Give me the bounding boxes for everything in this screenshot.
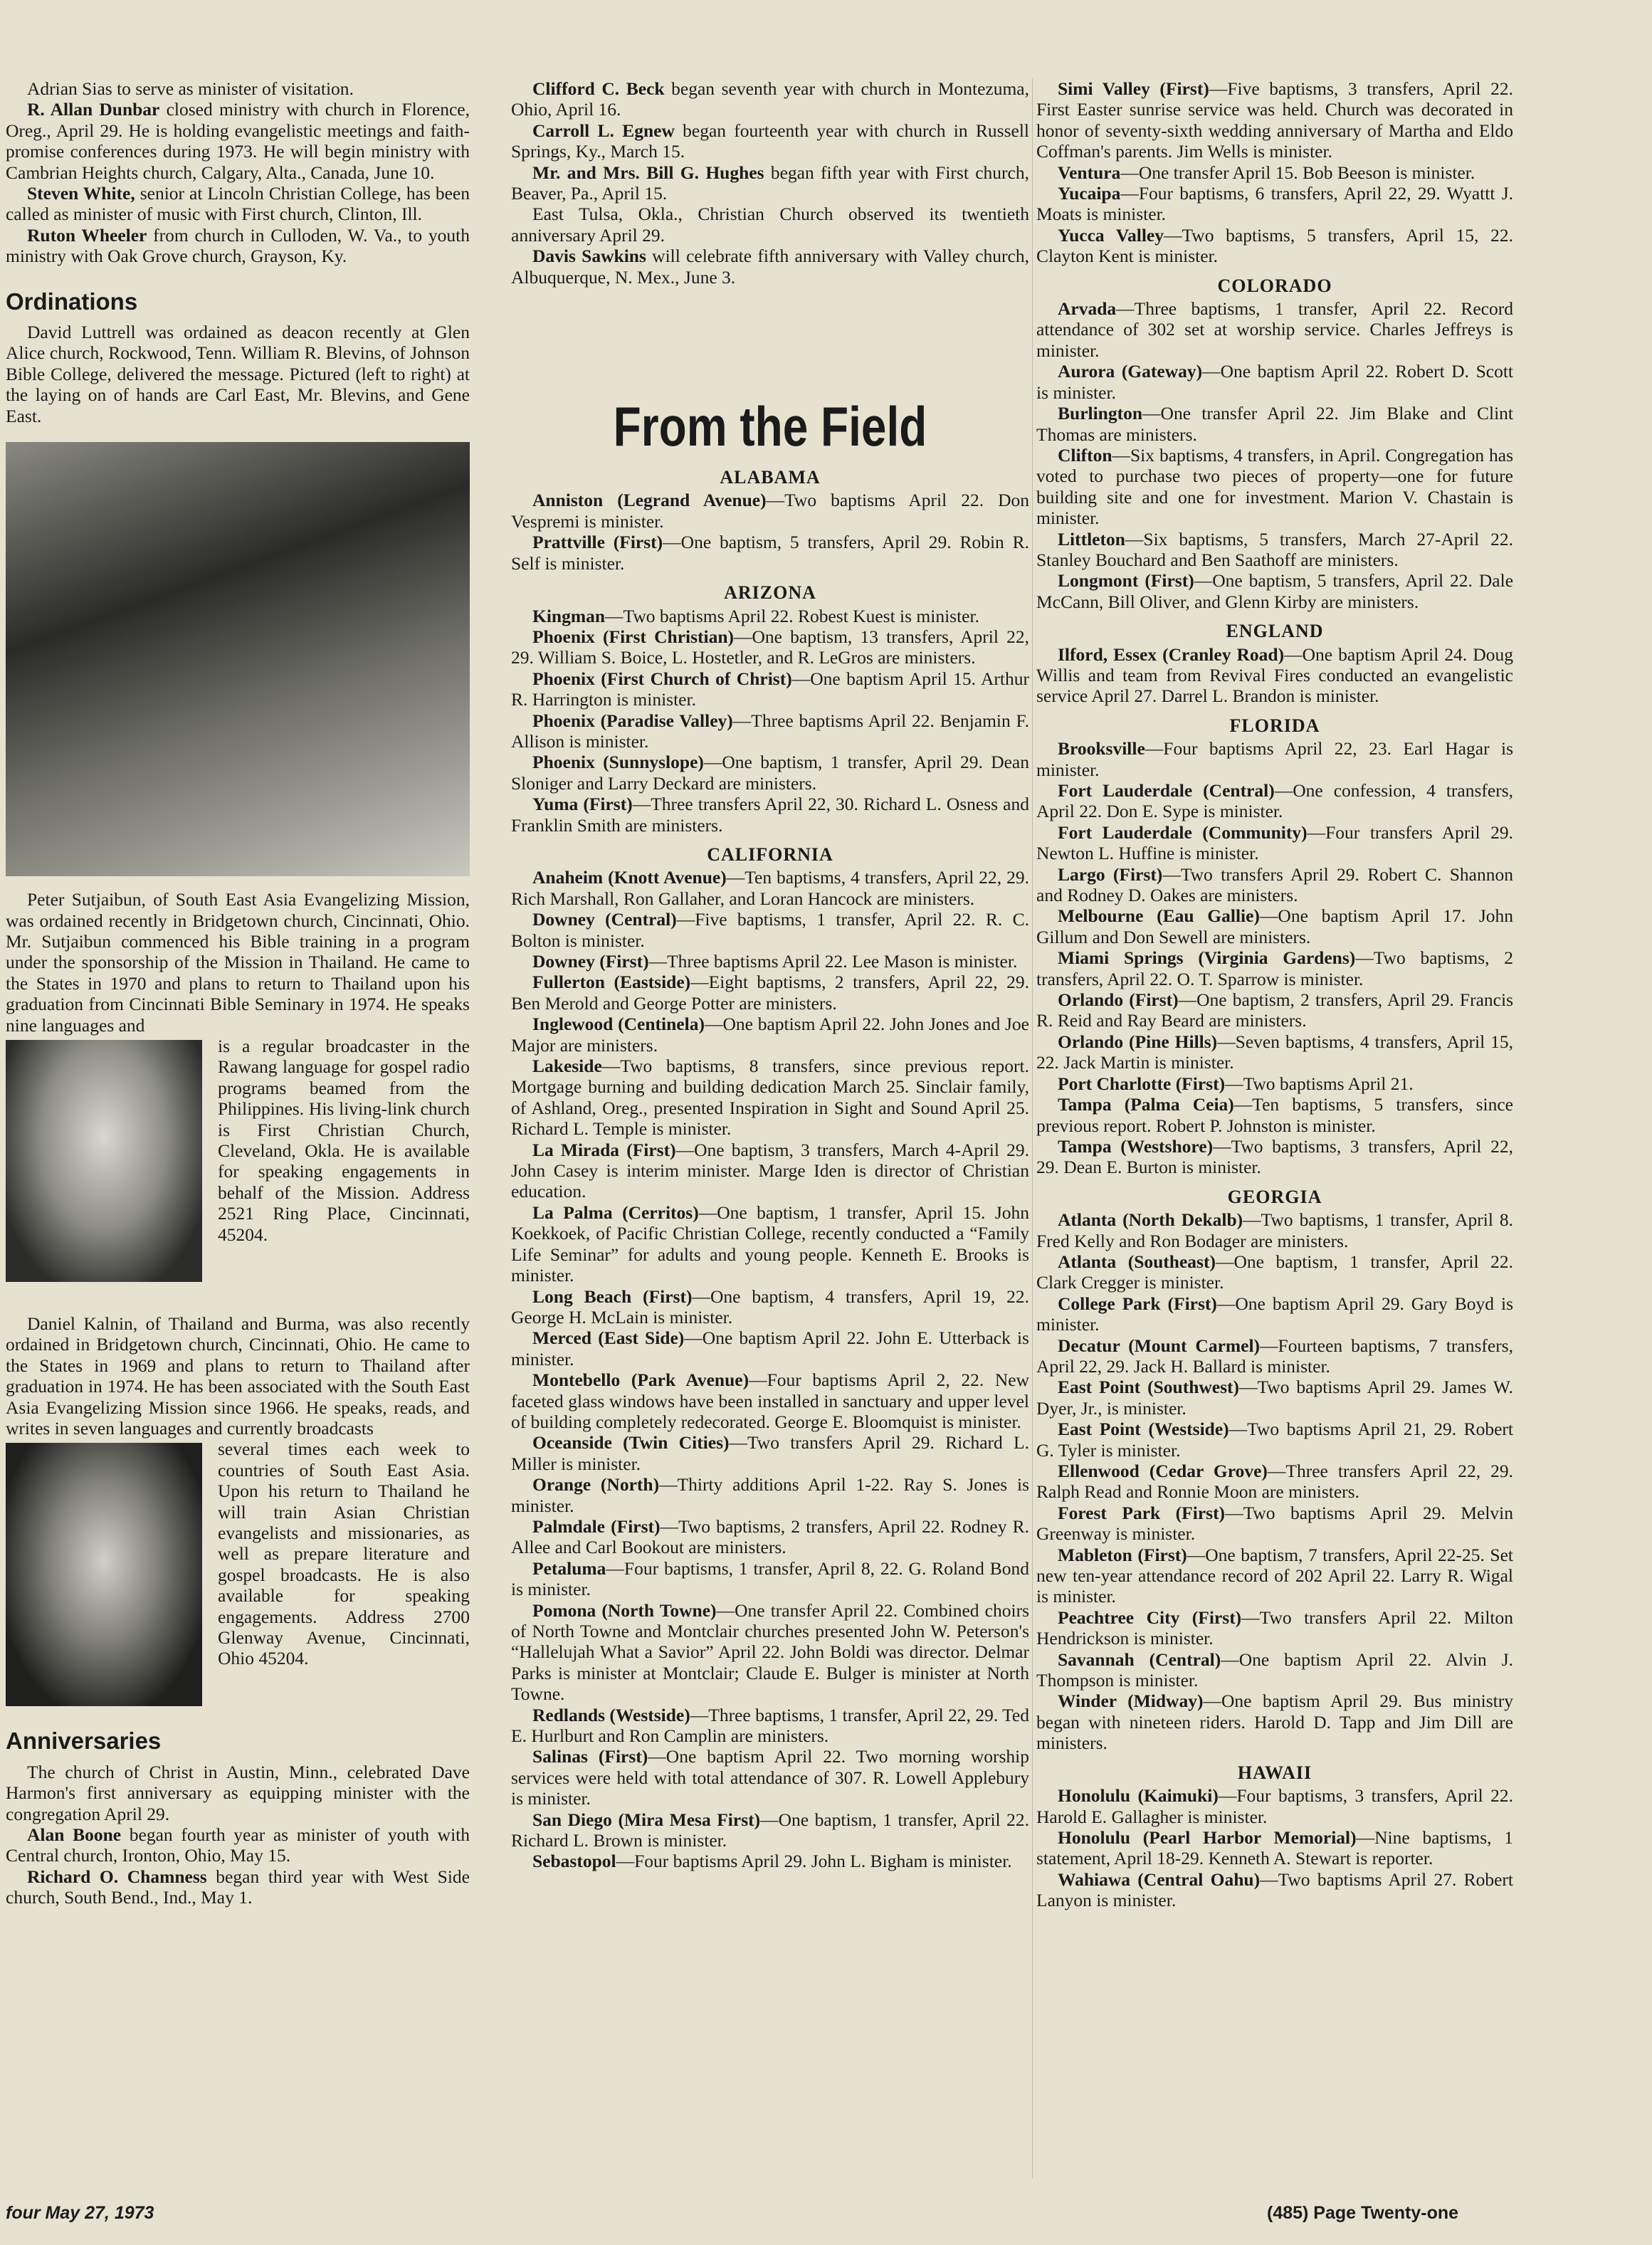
item-text: —Two baptisms, 5 transfers, April 15, 22. Clayton Kent is minister. <box>1036 224 1513 267</box>
item-name: Merced (East Side) <box>532 1327 685 1349</box>
item-text: —Ten baptisms, 5 transfers, since previous report. Robert P. Johnston is minister. <box>1036 1094 1513 1136</box>
item-name: Phoenix (First Christian) <box>532 626 735 647</box>
item-text: —Two baptisms, 2 transfers, April 22. O. T. Sparrow is minister. <box>1036 947 1513 989</box>
report-item <box>511 120 1029 162</box>
report-item <box>1036 225 1513 267</box>
report-item <box>1036 361 1513 403</box>
item-text: —Two baptisms April 22. Don Vespremi is minister. <box>511 490 1030 532</box>
item-text: —One transfer April 22. Combined choirs of North Towne and Montclair churches presented John W. Peterson's “Hallelujah What a Savior” April 22. John Boldi was director. Delmar Parks is minister at Montclair; Claude E. Bulger is minister at North Towne. <box>511 1599 1029 1705</box>
item-text: —One baptism, 5 transfers, April 22. Dale McCann, Bill Oliver, and Glenn Kirby are ministers. <box>1036 570 1514 612</box>
item-name: San Diego (Mira Mesa First) <box>532 1809 761 1830</box>
item-name: Mr. and Mrs. Bill G. Hughes <box>532 162 764 183</box>
report-item <box>511 1851 1029 1871</box>
report-item <box>1036 403 1513 445</box>
report-item <box>6 1866 470 1908</box>
peter-portrait-photo <box>6 1040 202 1282</box>
item-name: Anniston (Legrand Avenue) <box>532 490 767 511</box>
report-item <box>1036 1545 1513 1607</box>
item-name: Orange (North) <box>532 1474 660 1495</box>
item-text: —One baptism April 22. Two morning worship services were held with total attendance of 307. R. Lowell Applebury is minister. <box>511 1746 1029 1809</box>
item-text: —Ten baptisms, 4 transfers, April 22, 29. Rich Marshall, Ron Gallaher, and Loran Hancock are ministers. <box>511 867 1029 909</box>
item-text: —One baptism, 3 transfers, March 4-April 29. John Casey is interim minister. Marge Iden is director of Christian education. <box>511 1139 1029 1202</box>
state-heading: COLORADO <box>1217 275 1332 296</box>
state-heading: ARIZONA <box>724 582 816 604</box>
footer-date: four May 27, 1973 <box>6 2203 154 2223</box>
item-text: —Two baptisms, 1 transfer, April 8. Fred Kelly and Ron Bodager are ministers. <box>1036 1209 1513 1251</box>
report-item <box>511 909 1029 951</box>
item-name: Carroll L. Egnew <box>532 120 675 141</box>
state-heading: HAWAII <box>1237 1762 1312 1783</box>
state-heading: FLORIDA <box>1229 715 1320 736</box>
report-item <box>511 972 1029 1014</box>
item-text: —Three baptisms April 22. Lee Mason is minister. <box>648 951 1018 972</box>
item-text: —One baptism April 17. John Gillum and Don Sewell are ministers. <box>1036 905 1513 947</box>
report-item <box>1036 1503 1513 1545</box>
report-item <box>1036 1094 1513 1136</box>
item-text: —Four baptisms, 1 transfer, April 8, 22. G. Roland Bond is minister. <box>511 1557 1029 1600</box>
item-text: —Two baptisms, 3 transfers, April 22, 29. Dean E. Burton is minister. <box>1036 1135 1513 1178</box>
item-name: Salinas (First) <box>532 1746 648 1767</box>
item-text: —One confession, 4 transfers, April 22. Don E. Sype is minister. <box>1036 780 1513 822</box>
item-name: Phoenix (First Church of Christ) <box>532 668 792 689</box>
item-text: —Two baptisms April 27. Robert Lanyon is minister. <box>1036 1868 1513 1911</box>
report-item <box>1036 1419 1513 1461</box>
ordinations-heading: Ordinations <box>6 288 138 315</box>
item-name: Wahiawa (Central Oahu) <box>1058 1868 1261 1890</box>
report-item <box>6 1762 470 1824</box>
state-heading: ALABAMA <box>720 467 821 488</box>
item-text: began fourth year as minister of youth with Central church, Ironton, Ohio, May 15. <box>6 1824 470 1866</box>
report-item <box>511 162 1029 204</box>
item-name: College Park (First) <box>1058 1293 1217 1314</box>
report-item <box>1036 864 1513 906</box>
item-text: —Four baptisms April 29. John L. Bigham is minister. <box>616 1851 1012 1872</box>
report-item <box>1036 1031 1513 1073</box>
item-text: began fifth year with First church, Beaver, Pa., April 15. <box>511 162 1029 204</box>
report-item <box>511 794 1029 836</box>
report-item <box>1036 1827 1513 1869</box>
report-item <box>6 183 470 225</box>
item-name: Inglewood (Centinela) <box>532 1014 705 1035</box>
item-text: —Six baptisms, 5 transfers, March 27-April 22. Stanley Bouchard and Ben Saathoff are ministers. <box>1036 528 1513 570</box>
item-text: —One baptism, 5 transfers, April 29. Robin R. Self is minister. <box>511 532 1029 574</box>
item-name: Richard O. Chamness <box>27 1866 207 1887</box>
item-text: —Eight baptisms, 2 transfers, April 22, 29. Ben Merold and George Potter are ministers. <box>511 972 1029 1014</box>
field-reports-right <box>1036 78 1513 1911</box>
item-text: East Tulsa, Okla., Christian Church observed its twentieth anniversary April 29. <box>511 204 1029 246</box>
report-item <box>511 204 1029 246</box>
report-item <box>511 867 1029 909</box>
item-name: Fort Lauderdale (Central) <box>1058 780 1275 801</box>
report-item <box>511 1809 1029 1851</box>
item-text: —Four baptisms April 22, 23. Earl Hagar is minister. <box>1036 738 1513 780</box>
item-text: —One baptism April 29. Gary Boyd is minister. <box>1036 1293 1513 1335</box>
item-text: senior at Lincoln Christian College, has been called as minister of music with First church, Clinton, Ill. <box>6 183 470 225</box>
item-name: Lakeside <box>532 1056 602 1077</box>
report-item <box>511 1327 1029 1369</box>
item-text: —One baptism, 1 transfer, April 22. Clark Cregger is minister. <box>1036 1251 1514 1293</box>
item-text: —One baptism, 1 transfer, April 29. Dean Sloniger and Larry Deckard are ministers. <box>511 752 1029 794</box>
peter-paragraph-wrap: is a regular broadcaster in the Rawang language for gospel radio programs beamed from the Philippines. His living-link church is First Christian Church, Cleveland, Okla. He is available for speaking engagements in behalf of the Mission. Address 2521 Ring Place, Cincinnati, 45204. <box>218 1035 470 1245</box>
right-column <box>1036 78 1513 1911</box>
anniversaries-list <box>6 1762 470 1908</box>
daniel-paragraph-lead: Daniel Kalnin, of Thailand and Burma, was also recently ordained in Bridgetown church, Cincinnati, Ohio. He came to the States in 1969 and plans to return to Thailand after graduation in 1974. He has been associated with the South East Asia Evangelizing Mission since 1966. He speaks, reads, and writes in seven languages and currently broadcasts <box>6 1313 470 1439</box>
report-item <box>511 1474 1029 1516</box>
item-text: began third year with West Side church, South Bend., Ind., May 1. <box>6 1866 470 1908</box>
report-item <box>1036 1785 1513 1827</box>
item-name: Fort Lauderdale (Community) <box>1058 821 1308 843</box>
item-text: closed ministry with church in Florence, Oreg., April 29. He is holding evangelistic meetings and faith-promise conferences during 1973. He will begin ministry with Cambrian Heights church, Calgary, Alta., Canada, June 10. <box>6 99 470 183</box>
ordination-photo <box>6 442 470 876</box>
field-reports-middle <box>511 467 1029 1872</box>
report-item <box>511 710 1029 752</box>
item-text: —Four baptisms, 6 transfers, April 22, 29. Wyattt J. Moats is minister. <box>1036 183 1513 225</box>
report-item <box>511 78 1029 120</box>
item-text: —One baptism, 4 transfers, April 19, 22. George H. McLain is minister. <box>511 1286 1029 1327</box>
anniversaries-heading: Anniversaries <box>6 1728 162 1755</box>
item-name: Pomona (North Towne) <box>532 1599 717 1621</box>
report-item <box>511 1202 1029 1286</box>
report-item <box>1036 1073 1513 1094</box>
item-text: —One baptism April 22. Robert D. Scott is minister. <box>1036 361 1513 403</box>
report-item <box>6 1824 470 1866</box>
report-item <box>1036 1377 1513 1419</box>
item-text: —Seven baptisms, 4 transfers, April 15, 22. Jack Martin is minister. <box>1036 1031 1514 1073</box>
item-name: Prattville (First) <box>532 532 663 553</box>
item-name: Largo (First) <box>1058 863 1163 885</box>
report-item <box>1036 529 1513 571</box>
report-item <box>1036 570 1513 612</box>
report-item <box>1036 905 1513 947</box>
item-text: Adrian Sias to serve as minister of visitation. <box>27 78 354 99</box>
report-item <box>1036 183 1513 225</box>
item-name: Winder (Midway) <box>1058 1691 1204 1712</box>
item-text: —Two baptisms April 21. <box>1225 1073 1414 1094</box>
report-item <box>511 668 1029 710</box>
item-name: Peachtree City (First) <box>1058 1607 1242 1628</box>
item-text: —Three transfers April 22, 29. Ralph Read and Ronnie Moon are ministers. <box>1036 1461 1513 1503</box>
report-item <box>1036 1251 1513 1293</box>
item-name: R. Allan Dunbar <box>27 99 160 120</box>
item-name: Davis Sawkins <box>532 246 646 267</box>
item-name: Aurora (Gateway) <box>1058 361 1203 382</box>
item-name: Palmdale (First) <box>532 1515 661 1537</box>
report-item <box>1036 947 1513 989</box>
item-text: —One transfer April 22. Jim Blake and Clint Thomas are ministers. <box>1036 403 1513 445</box>
daniel-portrait-photo <box>6 1443 202 1706</box>
item-text: —One baptism April 22. John Jones and Joe Major are ministers. <box>511 1014 1029 1056</box>
item-text: —One baptism, 2 transfers, April 29. Francis R. Reid and Ray Beard are ministers. <box>1036 989 1513 1031</box>
item-name: Simi Valley (First) <box>1058 78 1209 99</box>
item-text: —Five baptisms, 1 transfer, April 22. R. C. Bolton is minister. <box>511 909 1029 951</box>
report-item <box>511 1140 1029 1202</box>
report-item <box>1036 1461 1513 1503</box>
report-item <box>1036 780 1513 822</box>
item-text: —Four baptisms, 3 transfers, April 22. Harold E. Gallagher is minister. <box>1036 1785 1513 1827</box>
item-text: —One baptism April 22. John E. Utterback is minister. <box>511 1327 1029 1369</box>
report-item <box>1036 1136 1513 1178</box>
report-item <box>6 225 470 267</box>
item-text: —Four transfers April 29. Newton L. Huffine is minister. <box>1036 821 1513 864</box>
item-name: Burlington <box>1058 403 1143 424</box>
item-name: Longmont (First) <box>1058 570 1194 592</box>
anniversary-notes <box>511 78 1029 288</box>
item-name: Redlands (Westside) <box>532 1704 690 1725</box>
state-heading: CALIFORNIA <box>707 843 833 865</box>
personnel-notes <box>6 78 470 267</box>
report-item <box>511 626 1029 668</box>
state-heading: GEORGIA <box>1227 1186 1322 1207</box>
report-item <box>1036 822 1513 864</box>
item-name: Honolulu (Kaimuki) <box>1058 1785 1219 1807</box>
item-name: Orlando (Pine Hills) <box>1058 1031 1218 1052</box>
item-name: La Palma (Cerritos) <box>532 1202 699 1223</box>
item-text: will celebrate fifth anniversary with Valley church, Albuquerque, N. Mex., June 3. <box>511 246 1029 288</box>
item-text: —Two transfers April 29. Richard L. Miller is minister. <box>511 1432 1029 1474</box>
item-name: Brooksville <box>1058 738 1145 759</box>
item-text: —Three baptisms, 1 transfer, April 22. Record attendance of 302 set at worship service. Charles Jeffreys is minister. <box>1036 298 1513 361</box>
item-name: Ellenwood (Cedar Grove) <box>1058 1461 1268 1481</box>
footer-page-number: (485) Page Twenty-one <box>1267 2203 1459 2223</box>
item-name: Savannah (Central) <box>1058 1649 1221 1670</box>
item-name: Yucca Valley <box>1058 224 1164 246</box>
item-name: Clifton <box>1058 444 1112 466</box>
item-text: —Two transfers April 29. Robert C. Shannon and Rodney D. Oakes are ministers. <box>1036 863 1513 906</box>
report-item <box>1036 644 1513 707</box>
report-item <box>511 1056 1029 1140</box>
report-item <box>511 1286 1029 1328</box>
item-name: Yuma (First) <box>532 794 633 815</box>
left-column <box>6 78 470 1908</box>
item-name: Kingman <box>532 605 606 626</box>
item-text: —Three baptisms April 22. Benjamin F. Allison is minister. <box>511 710 1029 752</box>
daniel-paragraph-wrap: several times each week to countries of South East Asia. Upon his return to Thailand he will train Asian Christian evangelists and missionaries, as well as prepare literature and gospel broadcasts. He is also available for speaking engagements. Address 2700 Glenway Avenue, Cincinnati, Ohio 45204. <box>218 1439 470 1669</box>
item-text: —One baptism April 15. Arthur R. Harrington is minister. <box>511 668 1029 710</box>
item-text: —One baptism, 13 transfers, April 22, 29. William S. Boice, L. Hostetler, and R. LeGros are ministers. <box>511 626 1029 668</box>
report-item <box>6 78 470 99</box>
ordination-paragraph: David Luttrell was ordained as deacon recently at Glen Alice church, Rockwood, Tenn. William R. Blevins, of Johnson Bible College, delivered the message. Pictured (left to right) at the laying on of hands are Carl East, Mr. Blevins, and Gene East. <box>6 322 470 426</box>
report-item <box>511 1705 1029 1747</box>
item-name: Honolulu (Pearl Harbor Memorial) <box>1058 1826 1357 1848</box>
middle-column <box>511 78 1029 1872</box>
report-item <box>1036 298 1513 361</box>
item-name: Atlanta (Southeast) <box>1058 1251 1216 1272</box>
item-name: Clifford C. Beck <box>532 78 665 99</box>
item-text: —Four baptisms April 2, 22. New faceted glass windows have been installed in sanctuary and upper level of building completely redecorated. George E. Bloomquist is minister. <box>511 1369 1030 1432</box>
report-item <box>511 1369 1029 1432</box>
item-name: La Mirada (First) <box>532 1139 676 1160</box>
item-name: Oceanside (Twin Cities) <box>532 1432 730 1453</box>
item-text: The church of Christ in Austin, Minn., celebrated Dave Harmon's first anniversary as equipping minister with the congregation April 29. <box>6 1761 470 1824</box>
item-name: Alan Boone <box>27 1824 122 1845</box>
report-item <box>1036 1869 1513 1911</box>
item-name: East Point (Westside) <box>1058 1419 1229 1440</box>
item-name: Ruton Wheeler <box>27 224 147 246</box>
item-name: Tampa (Palma Ceia) <box>1058 1094 1234 1115</box>
item-text: —Two baptisms April 22. Robest Kuest is minister. <box>605 605 979 626</box>
item-text: —One baptism, 1 transfer, April 22. Richard L. Brown is minister. <box>511 1809 1029 1851</box>
item-text: —Three baptisms, 1 transfer, April 22, 29. Ted E. Hurlburt and Ron Camplin are ministers. <box>511 1704 1030 1747</box>
item-name: Yucaipa <box>1058 183 1121 204</box>
item-text: —Two baptisms April 29. Melvin Greenway is minister. <box>1036 1502 1514 1545</box>
item-text: began fourteenth year with church in Russell Springs, Ky., March 15. <box>511 120 1029 162</box>
item-text: from church in Culloden, W. Va., to youth ministry with Oak Grove church, Grayson, Ky. <box>6 224 470 267</box>
state-heading: ENGLAND <box>1226 621 1324 642</box>
item-name: Long Beach (First) <box>532 1286 693 1307</box>
report-item <box>1036 1209 1513 1251</box>
item-name: Orlando (First) <box>1058 989 1179 1011</box>
item-name: Port Charlotte (First) <box>1058 1073 1226 1094</box>
item-text: —One baptism, 7 transfers, April 22-25. Set new ten-year attendance record of 202 April 22. Larry R. Wigal is minister. <box>1036 1544 1513 1607</box>
item-name: Atlanta (North Dekalb) <box>1058 1209 1243 1231</box>
column-rule <box>1032 78 1033 2178</box>
item-name: Fullerton (Eastside) <box>532 972 691 993</box>
item-text: —One baptism, 1 transfer, April 15. John Koekkoek, of Pacific Christian College, recently conducted a “Family Life Seminar” for adults and young people. Kenneth E. Brooks is minister. <box>511 1202 1029 1286</box>
item-name: Littleton <box>1058 528 1125 550</box>
item-name: East Point (Southwest) <box>1058 1377 1240 1398</box>
item-text: —Two baptisms April 21, 29. Robert G. Tyler is minister. <box>1036 1419 1513 1461</box>
report-item <box>511 1558 1029 1600</box>
report-item <box>511 1516 1029 1558</box>
report-item <box>511 1014 1029 1056</box>
item-name: Phoenix (Sunnyslope) <box>532 752 704 773</box>
item-text: —Five baptisms, 3 transfers, April 22. First Easter sunrise service was held. Church was decorated in honor of seventy-sixth wedding anniversary of Martha and Eldo Coffman's parents. Jim Wells is minister. <box>1036 78 1513 162</box>
item-name: Ilford, Essex (Cranley Road) <box>1058 643 1285 665</box>
item-text: —Fourteen baptisms, 7 transfers, April 22, 29. Jack H. Ballard is minister. <box>1036 1335 1513 1377</box>
report-item <box>1036 1335 1513 1377</box>
report-item <box>511 532 1029 574</box>
item-text: —Two baptisms, 8 transfers, since previous report. Mortgage burning and building dedication March 25. Sinclair family, of Ashland, Oreg., presented Inspiration in Sight and Sound April 25. Richard L. Temple is minister. <box>511 1056 1029 1140</box>
item-name: Steven White, <box>27 183 135 204</box>
item-name: Ventura <box>1058 162 1121 183</box>
report-item <box>511 1600 1029 1705</box>
report-item <box>511 246 1029 288</box>
report-item <box>511 490 1029 532</box>
report-item <box>6 99 470 183</box>
item-text: —Six baptisms, 4 transfers, in April. Congregation has voted to purchase two pieces of property—one for future building site and one for investment. Marion V. Chastain is minister. <box>1036 444 1513 529</box>
report-item <box>1036 1649 1513 1691</box>
peter-paragraph-lead: Peter Sutjaibun, of South East Asia Evangelizing Mission, was ordained recently in Bridgetown church, Cincinnati, Ohio. Mr. Sutjaibun commenced his Bible training in a program under the sponsorship of the Mission in Thailand. He came to the States in 1970 and plans to return to Thailand upon his graduation from Cincinnati Bible Seminary in 1974. He speaks nine languages and <box>6 889 470 1036</box>
item-name: Forest Park (First) <box>1058 1502 1226 1523</box>
item-text: —Two transfers April 22. Milton Hendrickson is minister. <box>1036 1607 1513 1649</box>
report-item <box>1036 738 1513 780</box>
report-item <box>511 1746 1029 1809</box>
item-name: Decatur (Mount Carmel) <box>1058 1335 1261 1356</box>
item-name: Downey (Central) <box>532 909 677 930</box>
item-text: —One baptism April 22. Alvin J. Thompson is minister. <box>1036 1649 1513 1691</box>
report-item <box>511 951 1029 972</box>
item-text: —Three transfers April 22, 30. Richard L. Osness and Franklin Smith are ministers. <box>511 794 1029 836</box>
report-item <box>1036 445 1513 529</box>
item-name: Anaheim (Knott Avenue) <box>532 867 727 888</box>
item-text: —One baptism April 29. Bus ministry began with nineteen riders. Harold D. Tapp and Jim Dill are ministers. <box>1036 1691 1513 1754</box>
report-item <box>511 752 1029 794</box>
item-name: Phoenix (Paradise Valley) <box>532 710 733 731</box>
report-item <box>511 606 1029 626</box>
item-text: —One baptism April 24. Doug Willis and team from Revival Fires conducted an evangelistic service April 27. Darrel L. Brandon is minister. <box>1036 643 1513 707</box>
report-item <box>1036 1691 1513 1753</box>
section-title: From the Field <box>613 395 927 458</box>
report-item <box>1036 989 1513 1031</box>
item-name: Mableton (First) <box>1058 1544 1187 1565</box>
item-name: Montebello (Park Avenue) <box>532 1369 749 1391</box>
report-item <box>511 1432 1029 1474</box>
item-name: Melbourne (Eau Gallie) <box>1058 905 1260 927</box>
item-name: Downey (First) <box>532 951 649 972</box>
report-item <box>1036 1293 1513 1335</box>
item-name: Miami Springs (Virginia Gardens) <box>1058 947 1356 969</box>
item-name: Arvada <box>1058 298 1117 320</box>
item-text: —Thirty additions April 1-22. Ray S. Jones is minister. <box>511 1474 1029 1516</box>
item-name: Tampa (Westshore) <box>1058 1135 1214 1157</box>
item-name: Petaluma <box>532 1557 606 1579</box>
item-text: —One transfer April 15. Bob Beeson is minister. <box>1120 162 1475 183</box>
item-name: Sebastopol <box>532 1851 616 1872</box>
report-item <box>1036 162 1513 183</box>
report-item <box>1036 78 1513 162</box>
report-item <box>1036 1607 1513 1649</box>
item-text: —Two baptisms, 2 transfers, April 22. Rodney R. Allee and Carl Bookout are ministers. <box>511 1515 1029 1558</box>
item-text: began seventh year with church in Montezuma, Ohio, April 16. <box>511 78 1029 120</box>
item-text: —Two baptisms April 29. James W. Dyer, Jr., is minister. <box>1036 1377 1513 1419</box>
item-text: —Nine baptisms, 1 statement, April 18-29. Kenneth A. Stewart is reporter. <box>1036 1826 1513 1869</box>
